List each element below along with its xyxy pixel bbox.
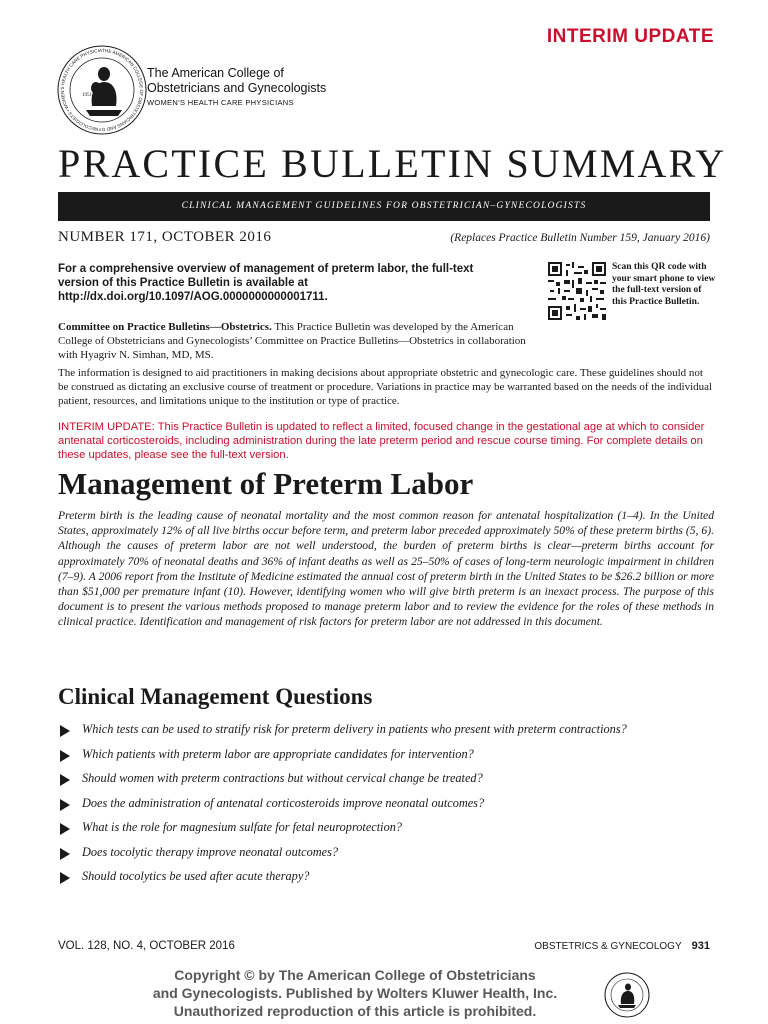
disclaimer: The information is designed to aid practitioners in making decisions about appropriate obstetric and gynecologic care. These guidelines should not be construed as dictating an exclusive course of treatment or procedure. Variations in practice may be warranted based on the needs of the individual patient, resources, and limitations unique to the institution or type of practice.: [58, 367, 713, 407]
guidelines-bar: CLINICAL MANAGEMENT GUIDELINES FOR OBSTETRICIAN–GYNECOLOGISTS: [58, 192, 710, 221]
full-text-overview: For a comprehensive overview of management of preterm labor, the full-text version of this Practice Bulletin is available at http://dx.doi.org/10.1097/AOG.0000000000001711.: [58, 263, 474, 303]
section-heading: Clinical Management Questions: [58, 684, 373, 709]
copyright-notice: Copyright © by The American College of Obstetricians and Gynecologists. Published by Wolters Kluwer Health, Inc. Unauthorized reproduction of this article is prohibited.: [152, 967, 558, 1019]
list-item: Which tests can be used to stratify risk for preterm delivery in patients who present with preterm contractions?: [58, 722, 714, 738]
journal-footer: [420, 940, 710, 952]
bulletin-title: PRACTICE BULLETIN SUMMARY: [58, 141, 727, 186]
interim-update-tag: INTERIM UPDATE: [546, 26, 714, 47]
committee-note: [58, 320, 530, 362]
interim-update-notice: INTERIM UPDATE: This Practice Bulletin is updated to reflect a limited, focused change in the gestational age at which to consider antenatal corticosteroids, including administration during the late preterm period and rescue course timing. For complete details on these updates, please see the full-text version.: [58, 421, 705, 461]
triangle-bullet-icon: [60, 799, 70, 811]
svg-text:THE AMERICAN COLLEGE OF OBSTET: THE AMERICAN COLLEGE OF OBSTETRICIANS AND GYNECOLOGISTS • WOMEN'S HEALTH CARE PHYSICIA: [59, 47, 144, 133]
list-item: Should women with preterm contractions but without cervical change be treated?: [58, 771, 714, 787]
triangle-bullet-icon: [60, 750, 70, 762]
journal-name: OBSTETRICS & GYNECOLOGY: [534, 941, 682, 952]
question-list: [58, 722, 714, 894]
triangle-bullet-icon: [60, 848, 70, 860]
acog-logo-icon: [56, 44, 148, 136]
triangle-bullet-icon: [60, 725, 70, 737]
list-item: Does tocolytic therapy improve neonatal outcomes?: [58, 845, 714, 861]
triangle-bullet-icon: [60, 823, 70, 835]
volume-info: VOL. 128, NO. 4, OCTOBER 2016: [58, 940, 235, 952]
bulletin-number: NUMBER 171, OCTOBER 2016: [58, 229, 272, 245]
acog-seal-icon: [604, 972, 650, 1018]
list-item: Does the administration of antenatal corticosteroids improve neonatal outcomes?: [58, 796, 714, 812]
qr-code-icon[interactable]: [548, 262, 606, 320]
org-tagline: WOMEN’S HEALTH CARE PHYSICIANS: [147, 98, 294, 107]
list-item: Should tocolytics be used after acute therapy?: [58, 869, 714, 885]
page-number: 931: [691, 940, 710, 952]
committee-text: This Practice Bulletin was developed by the American College of Obstetricians and Gynecologists’ Committee on Practice Bulletins—Obstetrics in collaboration with Hyagriv N. Simhan, MD, MS.: [58, 321, 526, 361]
triangle-bullet-icon: [60, 872, 70, 884]
replaces-note: (Replaces Practice Bulletin Number 159, January 2016): [450, 232, 710, 244]
qr-caption: Scan this QR code with your smart phone to view the full-text version of this Practice Bulletin.: [612, 262, 716, 307]
list-item: What is the role for magnesium sulfate for fetal neuroprotection?: [58, 820, 714, 836]
committee-label: Committee on Practice Bulletins—Obstetrics.: [58, 321, 272, 333]
triangle-bullet-icon: [60, 774, 70, 786]
abstract: Preterm birth is the leading cause of neonatal mortality and the most common reason for antenatal hospitalization (1–4). In the United States, approximately 12% of all live births occur before term, and preterm labor preceded approximately 50% of these preterm births (5, 6). Although the causes of preterm labor are not well understood, the burden of preterm births is clear—preterm births account for approximately 70% of neonatal deaths and 36% of infant deaths as well as 25–50% of cases of long-term neurologic impairment in children (7–9). A 2006 report from the Institute of Medicine estimated the annual cost of preterm birth in the United States to be $26.2 billion or more than $51,000 per premature infant (10). However, identifying women who will give birth preterm is an inexact process. The purpose of this document is to present the various methods proposed to manage preterm labor and to review the evidence for the roles of these methods in clinical practice. Identification and management of risk factors for preterm labor are not addressed in this document.: [58, 509, 714, 629]
org-name: The American College of Obstetricians and Gynecologists: [147, 66, 327, 95]
list-item: Which patients with preterm labor are appropriate candidates for intervention?: [58, 747, 714, 763]
document-title: Management of Preterm Labor: [58, 466, 474, 501]
svg-text:1951: 1951: [82, 93, 92, 98]
